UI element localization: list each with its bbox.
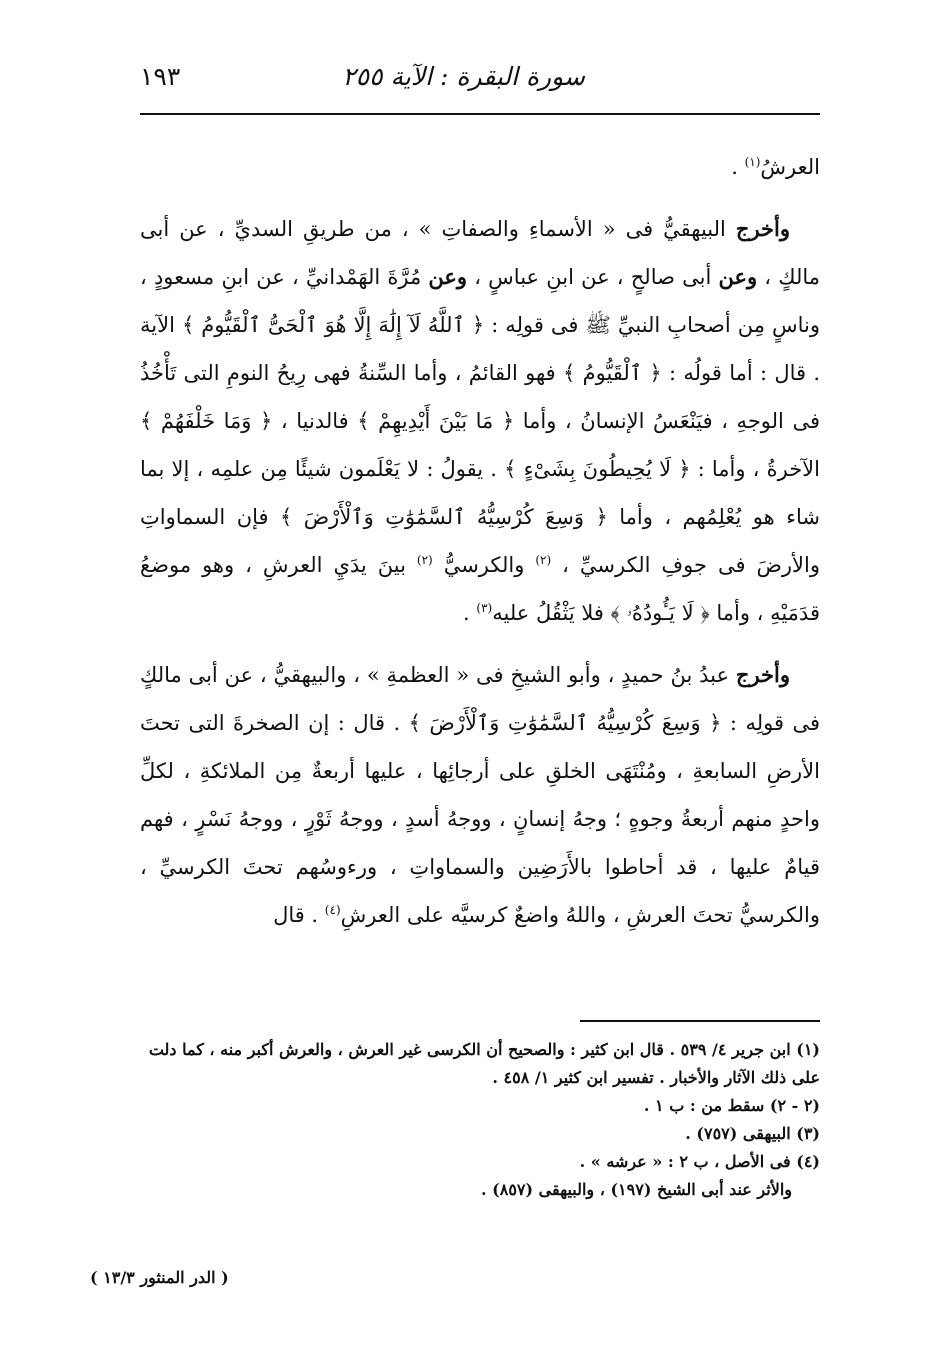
footnote-2: (٢ - ٢) سقط من : ب ١ .: [643, 1096, 820, 1115]
p2-lead: وأخرج: [735, 216, 790, 241]
page-header: [140, 62, 820, 102]
footnote-rule: [580, 1020, 820, 1022]
p2-s5: بينَ يدَيِ العرشِ ، وهو موضعُ قدَمَيْهِ ، وأما ﴿ لَا يَـُٔودُهُۥ ﴾ فلا يَثْقُلُ عليه: [140, 553, 820, 625]
p2-s4: والكرسيُّ: [432, 553, 536, 577]
p3-s1: عبدُ بنُ حميدٍ ، وأبو الشيخِ فى « العظمةِ » ، والبيهقيُّ ، عن أبى مالكٍ فى قولِه : ﴿ وَسِعَ كُرْسِيُّهُ ٱلسَّمَٰوَٰتِ وَٱلْأَرْضَ ﴾ . قال : إن الصخرةَ التى تحتَ الأرضِ السابعةِ ، ومُنْتَهَى الخلقِ على أرجائِها ، عليها أربعةٌ مِن الملائكةِ ، لكلِّ واحدٍ منهم أربعةُ وجوهٍ ؛ وجهُ إنسانٍ ، ووجهُ أسدٍ ، ووجهُ ثَوْرٍ ، ووجهُ نَسْرٍ ، فهم قيامٌ عليها ، قد أحاطوا بالأَرَضِين والسماواتِ ، ورءوسُهم تحتَ الكرسيِّ ، والكرسيُّ تحتَ العرشِ ، واللهُ واضعٌ كرسيَّه على العرشِ: [140, 663, 820, 927]
p3-end: . قال: [273, 903, 325, 927]
footnote-1-continued: على ذلك الآثار والأخبار . تفسير ابن كثير ١/ ٤٥٨ .: [492, 1068, 820, 1087]
p1-end: .: [731, 155, 745, 179]
footnote-ref-2b: (٢): [416, 553, 433, 567]
p3-lead: وأخرج: [735, 662, 790, 687]
p2-and1: وعن: [718, 264, 758, 289]
source-reference: ( الدر المنثور ١٣/٣ ): [90, 1268, 229, 1287]
footnote-4-extra: والأثر عند أبى الشيخ (١٩٧) ، والبيهقى (٨٥٧) .: [481, 1180, 792, 1199]
footnotes: [140, 1036, 820, 1204]
footnote-3: (٣) البيهقى (٧٥٧) .: [685, 1124, 820, 1143]
p2-s2: أبى صالحٍ ، عن ابنِ عباسٍ ،: [467, 265, 719, 289]
footnote-1: (١) ابن جرير ٤/ ٥٣٩ . قال ابن كثير : والصحيح أن الكرسى غير العرش ، والعرش أكبر منه ، كما دلت: [148, 1040, 820, 1059]
p2-end: .: [463, 601, 477, 625]
footnote-4: (٤) فى الأصل ، ب ٢ : « عرشه » .: [579, 1152, 820, 1171]
footnote-ref-4: (٤): [324, 903, 341, 917]
p2-s3: مُرَّةَ الهَمْدانيِّ ، عن ابنِ مسعودٍ ، وناسٍ مِن أصحابِ النبيِّ ﷺ فى قولِه : ﴿ ٱللَّهُ لَآ إِلَٰهَ إِلَّا هُوَ ٱلْحَىُّ ٱلْقَيُّومُ ﴾ الآية . قال : أما قولُه : ﴿ ٱلْقَيُّومُ ﴾ فهو القائمُ ، وأما السِّنةُ فهى رِيحُ النومِ التى تَأْخُذُ فى الوجهِ ، فيَنْعَسُ الإنسانُ ، وأما ﴿ مَا بَيْنَ أَيْدِيهِمْ ﴾ فالدنيا ، ﴿ وَمَا خَلْفَهُمْ ﴾ الآخرةُ ، وأما : ﴿ لَا يُحِيطُونَ بِشَىْءٍ ﴾ . يقولُ : لا يَعْلَمون شيئًا مِن علمِه ، إلا بما شاء هو يُعْلِمُهم ، وأما ﴿ وَسِعَ كُرْسِيُّهُ ٱلسَّمَٰوَٰتِ وَٱلْأَرْضَ ﴾ فإن السماواتِ والأرضَ فى جوفِ الكرسيِّ ،: [140, 265, 820, 577]
p2-s1: البيهقيُّ فى « الأسماءِ والصفاتِ » ، من طريقِ السديِّ ، عن أبى مالكٍ ،: [140, 217, 820, 289]
p2-and2: وعن: [428, 264, 468, 289]
footnote-ref-1: (١): [744, 155, 761, 169]
paragraph-1: [140, 143, 820, 191]
p1-text: العرشُ: [760, 155, 820, 179]
paragraph-3: [140, 651, 820, 939]
footnote-ref-2a: (٢): [535, 553, 552, 567]
running-title: سورة البقرة : الآية ٢٥٥: [342, 62, 585, 91]
header-rule: [140, 113, 820, 115]
main-text: [140, 143, 820, 939]
page-number: ١٩٣: [140, 62, 181, 91]
paragraph-2: [140, 205, 820, 637]
footnote-ref-3: (٣): [476, 601, 493, 615]
